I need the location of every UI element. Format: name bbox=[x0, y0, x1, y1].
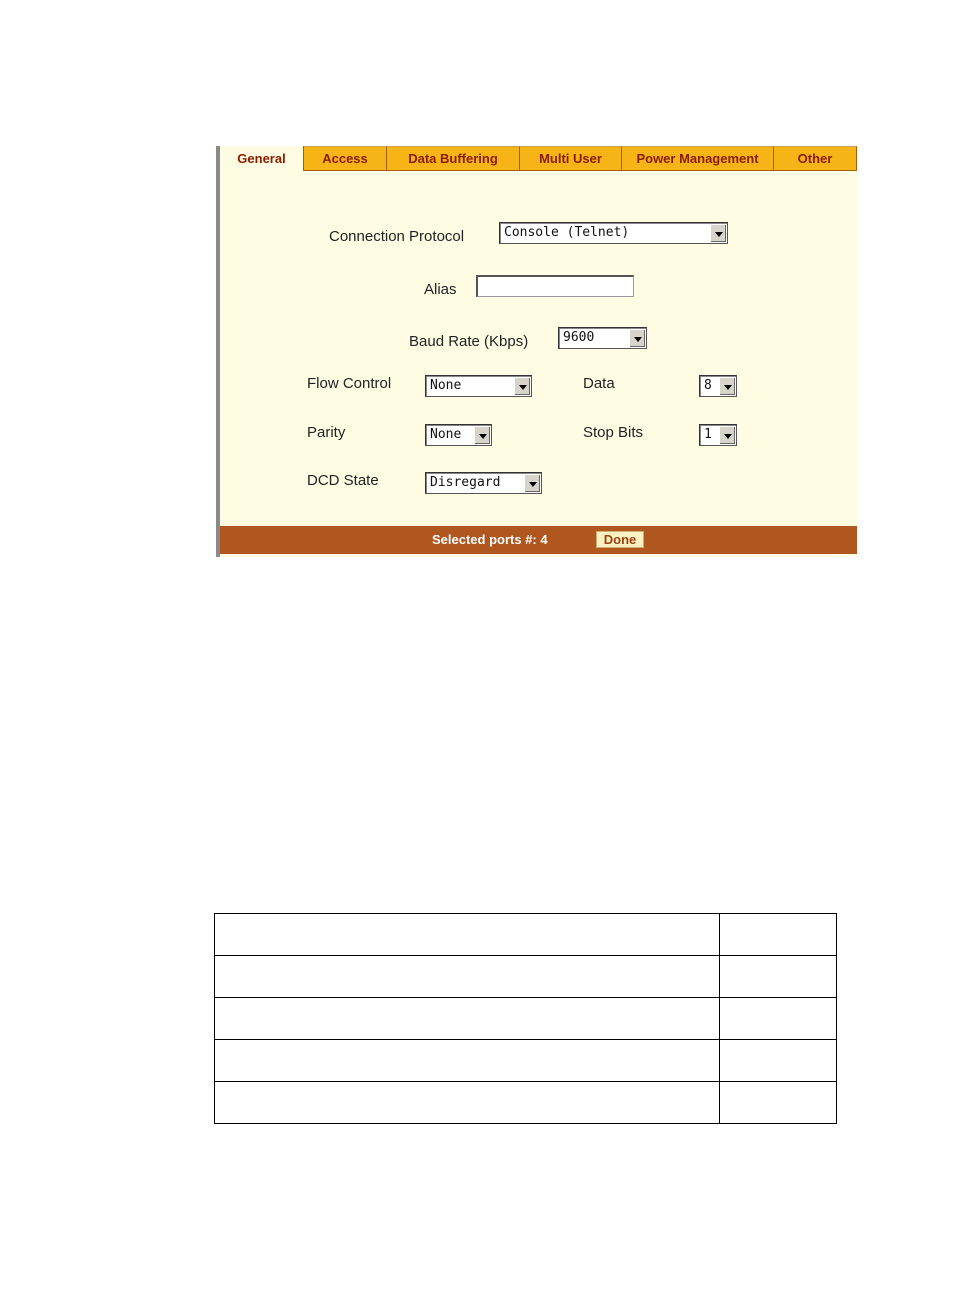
table-row bbox=[215, 998, 837, 1040]
parity-select[interactable] bbox=[425, 424, 492, 446]
tab-power-management[interactable]: Power Management bbox=[622, 146, 774, 171]
table-cell bbox=[720, 956, 837, 998]
port-config-panel bbox=[216, 146, 857, 557]
stop-bits-value: 1 bbox=[704, 427, 712, 442]
flow-control-value: None bbox=[430, 378, 462, 393]
chevron-down-icon bbox=[514, 377, 530, 395]
empty-table bbox=[214, 913, 837, 1124]
dcd-state-value: Disregard bbox=[430, 475, 501, 490]
chevron-down-icon bbox=[719, 426, 735, 444]
footer-bar bbox=[220, 526, 857, 554]
tab-bar bbox=[220, 146, 857, 172]
table-cell bbox=[215, 998, 720, 1040]
tab-other[interactable]: Other bbox=[774, 146, 857, 171]
done-button[interactable]: Done bbox=[596, 531, 644, 548]
baud-rate-select[interactable] bbox=[558, 327, 647, 349]
table-cell bbox=[215, 914, 720, 956]
table-row bbox=[215, 956, 837, 998]
table-row bbox=[215, 1040, 837, 1082]
data-bits-label: Data bbox=[583, 375, 615, 392]
chevron-down-icon bbox=[524, 474, 540, 492]
data-bits-select[interactable] bbox=[699, 375, 737, 397]
table-cell bbox=[720, 914, 837, 956]
table-cell bbox=[720, 1082, 837, 1124]
data-bits-value: 8 bbox=[704, 378, 712, 393]
parity-label: Parity bbox=[307, 424, 346, 441]
chevron-down-icon bbox=[719, 377, 735, 395]
alias-input[interactable] bbox=[476, 275, 634, 297]
table-row bbox=[215, 1082, 837, 1124]
connection-protocol-label: Connection Protocol bbox=[329, 228, 465, 245]
connection-protocol-select[interactable] bbox=[499, 222, 728, 244]
chevron-down-icon bbox=[629, 329, 645, 347]
dcd-state-label: DCD State bbox=[307, 472, 379, 489]
flow-control-select[interactable] bbox=[425, 375, 532, 397]
table-cell bbox=[215, 1040, 720, 1082]
tab-multi-user[interactable]: Multi User bbox=[520, 146, 622, 171]
baud-rate-label: Baud Rate (Kbps) bbox=[409, 333, 529, 350]
parity-value: None bbox=[430, 427, 462, 442]
tab-access[interactable]: Access bbox=[304, 146, 387, 171]
tab-general[interactable]: General bbox=[220, 146, 304, 171]
table-cell bbox=[720, 998, 837, 1040]
baud-rate-value: 9600 bbox=[563, 330, 595, 345]
dcd-state-select[interactable] bbox=[425, 472, 542, 494]
table-row bbox=[215, 914, 837, 956]
chevron-down-icon bbox=[710, 224, 726, 242]
table-cell bbox=[215, 956, 720, 998]
alias-label: Alias bbox=[424, 281, 457, 298]
selected-ports-text: Selected ports #: 4 bbox=[432, 532, 548, 547]
stop-bits-label: Stop Bits bbox=[583, 424, 644, 441]
chevron-down-icon bbox=[474, 426, 490, 444]
flow-control-label: Flow Control bbox=[307, 375, 392, 392]
tab-data-buffering[interactable]: Data Buffering bbox=[387, 146, 520, 171]
connection-protocol-value: Console (Telnet) bbox=[504, 225, 630, 240]
table-cell bbox=[720, 1040, 837, 1082]
table-cell bbox=[215, 1082, 720, 1124]
stop-bits-select[interactable] bbox=[699, 424, 737, 446]
